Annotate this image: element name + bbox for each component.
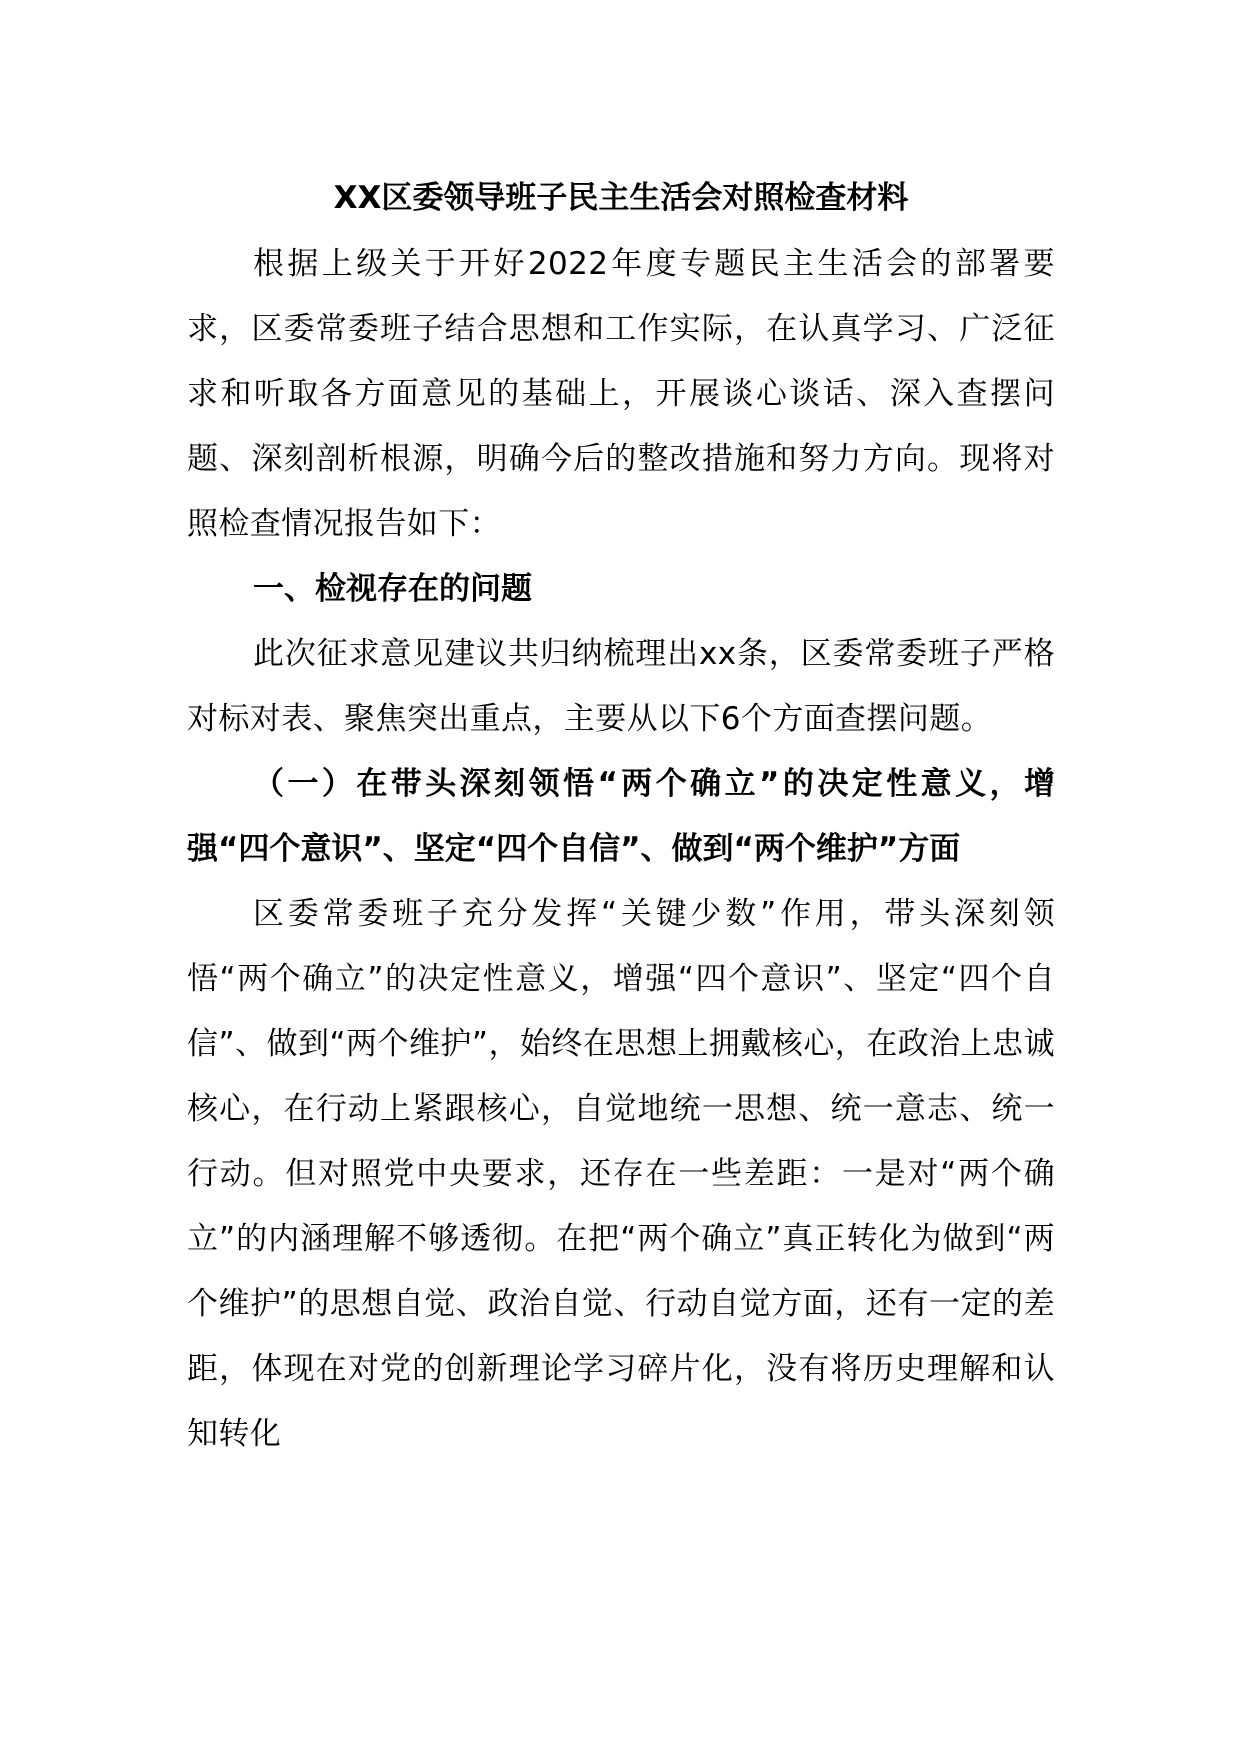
subsection-1-paragraph: 区委常委班子充分发挥“关键少数”作用，带头深刻领悟“两个确立”的决定性意义，增强“四个意识”、坚定“四个自信”、做到“两个维护”，始终在思想上拥戴核心，在政治上忠诚核心，在行动上紧跟核心，自觉地统一思想、统一意志、统一行动。但对照党中央要求，还存在一些差距：一是对“两个确立”的内涵理解不够透彻。在把“两个确立”真正转化为做到“两个维护”的思想自觉、政治自觉、行动自觉方面，还有一定的差距，体现在对党的创新理论学习碎片化，没有将历史理解和认知转化 [187,896,1055,1452]
document-body [187,168,1055,1467]
subsection-heading-1: （一）在带头深刻领悟“两个确立”的决定性意义，增强“四个意识”、坚定“四个自信”、做到“两个维护”方面 [187,766,1055,867]
section-1-paragraph: 此次征求意见建议共归纳梳理出xx条，区委常委班子严格对标对表、聚焦突出重点，主要从以下6个方面查摆问题。 [187,636,1055,737]
section-heading-1: 一、检视存在的问题 [253,571,532,607]
intro-paragraph: 根据上级关于开好2022年度专题民主生活会的部署要求，区委常委班子结合思想和工作实际，在认真学习、广泛征求和听取各方面意见的基础上，开展谈心谈话、深入查摆问题、深刻剖析根源，明确今后的整改措施和努力方向。现将对照检查情况报告如下： [187,246,1055,542]
document-title: XX区委领导班子民主生活会对照检查材料 [333,180,909,216]
